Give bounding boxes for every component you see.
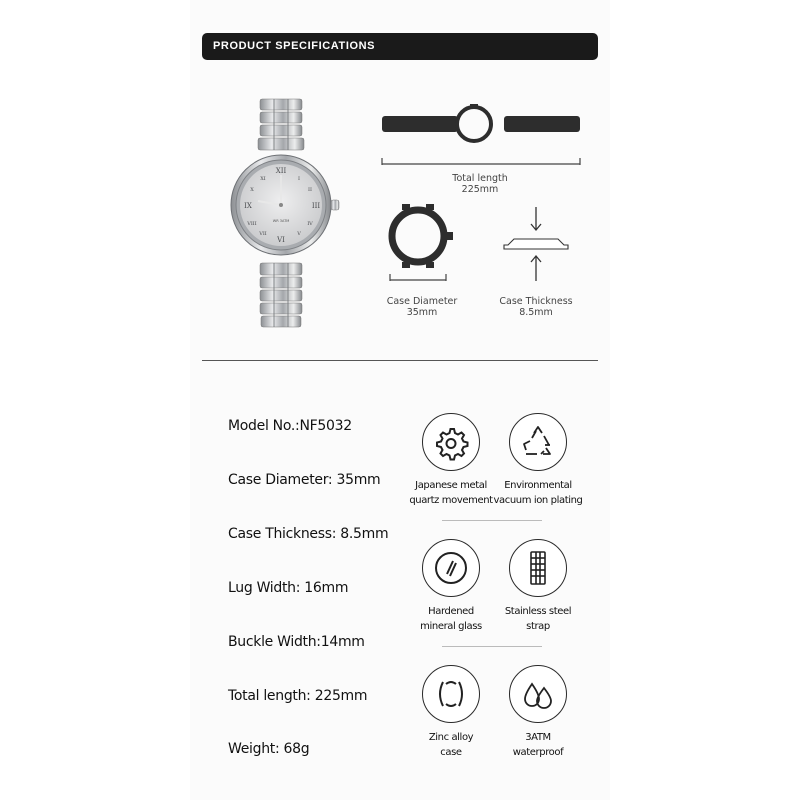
- svg-text:VII: VII: [259, 231, 267, 237]
- feature-plating-label: [483, 478, 593, 508]
- svg-text:X: X: [250, 187, 254, 193]
- svg-text:IV: IV: [307, 221, 313, 227]
- feature-line: Environmental: [504, 480, 572, 491]
- feature-line: case: [440, 747, 462, 758]
- case-thickness-caption: [486, 296, 586, 318]
- svg-text:VIII: VIII: [247, 221, 257, 227]
- case-thickness-diagram: [498, 205, 574, 285]
- feature-line: Hardened: [428, 606, 474, 617]
- spec-weight: Weight: 68g: [228, 741, 310, 757]
- feature-waterproof-label: [483, 730, 593, 760]
- svg-text:XI: XI: [260, 176, 266, 182]
- svg-text:XII: XII: [275, 167, 287, 175]
- spec-case-diameter: Case Diameter: 35mm: [228, 472, 381, 488]
- gear-icon: [422, 413, 480, 471]
- svg-text:III: III: [311, 202, 321, 210]
- spec-lug-width: Lug Width: 16mm: [228, 580, 349, 596]
- spec-total-length: Total length: 225mm: [228, 688, 368, 704]
- spec-case-thickness: Case Thickness: 8.5mm: [228, 526, 389, 542]
- case-thickness-value: 8.5mm: [519, 307, 553, 318]
- feature-line: 3ATM: [525, 732, 551, 743]
- feature-strap-label: [483, 604, 593, 634]
- spec-buckle-width: Buckle Width:14mm: [228, 634, 365, 650]
- case-diameter-caption: [372, 296, 472, 318]
- feature-line: Japanese metal: [415, 480, 487, 491]
- svg-text:VI: VI: [277, 236, 285, 244]
- watch-product-image: [228, 95, 346, 335]
- feature-divider: [442, 520, 542, 521]
- section-divider: [202, 360, 598, 361]
- feature-line: strap: [526, 621, 550, 632]
- svg-text:V: V: [297, 231, 301, 237]
- svg-text:IX: IX: [244, 202, 252, 210]
- case-diameter-label: Case Diameter: [386, 296, 458, 307]
- feature-divider: [442, 646, 542, 647]
- strap-icon: [509, 539, 567, 597]
- water-drop-icon: [509, 665, 567, 723]
- svg-text:WR 3ATM: WR 3ATM: [272, 219, 290, 223]
- total-length-caption: [430, 173, 530, 195]
- case-diameter-value: 35mm: [406, 307, 438, 318]
- case-thickness-label: Case Thickness: [499, 296, 573, 307]
- glass-icon: [422, 539, 480, 597]
- section-header: [202, 33, 598, 60]
- spec-model-number: Model No.:NF5032: [228, 418, 352, 434]
- total-length-value: 225mm: [461, 184, 499, 195]
- svg-text:I: I: [298, 176, 300, 182]
- total-length-label: Total length: [452, 173, 508, 184]
- feature-line: mineral glass: [420, 621, 482, 632]
- total-length-diagram: [378, 100, 584, 172]
- svg-text:II: II: [308, 187, 312, 193]
- feature-line: vacuum ion plating: [493, 495, 583, 506]
- feature-line: Stainless steel: [504, 606, 572, 617]
- recycle-icon: [509, 413, 567, 471]
- case-diameter-diagram: [382, 198, 462, 288]
- feature-line: waterproof: [512, 747, 564, 758]
- feature-line: quartz movement: [409, 495, 493, 506]
- case-icon: [422, 665, 480, 723]
- feature-line: Zinc alloy: [428, 732, 474, 743]
- section-title: PRODUCT SPECIFICATIONS: [213, 40, 376, 52]
